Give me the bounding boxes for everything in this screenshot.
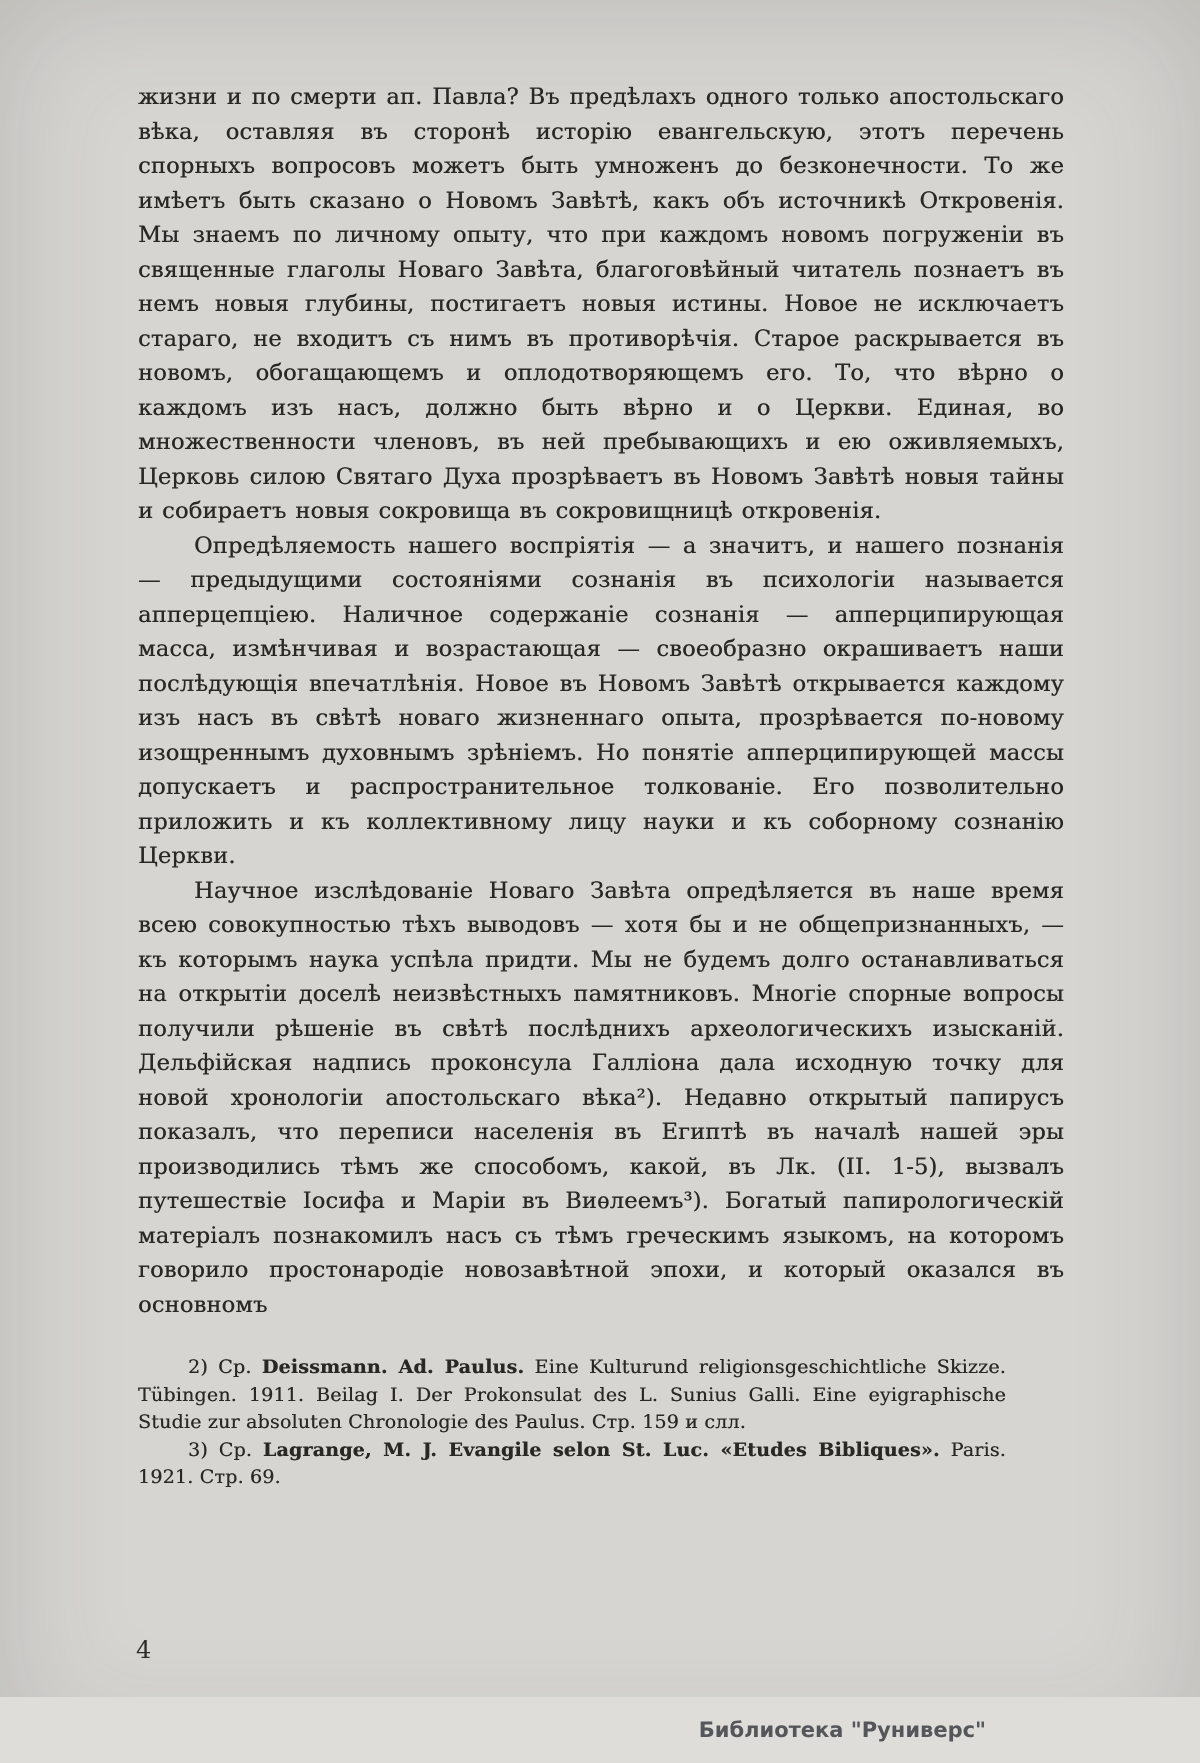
body-paragraph-1: жизни и по смерти ап. Павла? Въ предѣлахъ одного только апостольскаго вѣка, оставляя въ сторонѣ исторію евангельскую, этотъ перечень спорныхъ вопросовъ можетъ быть умноженъ до безконечности. То же имѣетъ быть сказано о Новомъ Завѣтѣ, какъ объ источникѣ Откровенія. Мы знаемъ по личному опыту, что при каждомъ новомъ погруженіи въ священные глаголы Новаго Завѣта, благоговѣйный читатель познаетъ въ немъ новыя глубины, постигаетъ новыя истины. Новое не исключаетъ стараго, не входитъ съ нимъ въ противорѣчія. Старое раскрывается въ новомъ, обогащающемъ и оплодотворяющемъ его. То, что вѣрно о каждомъ изъ насъ, должно быть вѣрно и о Церкви. Единая, во множественности членовъ, въ ней пребывающихъ и ею оживляемыхъ, Церковь силою Святаго Духа прозрѣваетъ въ Новомъ Завѣтѣ новыя тайны и собираетъ новыя сокровища въ сокровищницѣ откровенія. bbox=[138, 84, 1064, 524]
footnote-2 bbox=[138, 1354, 1006, 1437]
footnotes-section bbox=[138, 1354, 1064, 1492]
footnote-3-marker: 3) Ср. bbox=[188, 1438, 263, 1461]
footnote-2-reference: Deissmann. Ad. Paulus. bbox=[261, 1356, 525, 1378]
footnote-3-reference: Lagrange, M. J. Evangile selon St. Luc. «Etudes Bibliques». bbox=[262, 1438, 940, 1461]
page-number: 4 bbox=[136, 1636, 152, 1664]
watermark-band bbox=[0, 1697, 1200, 1763]
body-paragraph-3: Научное изслѣдованіе Новаго Завѣта опредѣляется въ наше время всею совокупностью тѣхъ выводовъ — хотя бы и не общепризнанныхъ, — къ которымъ наука успѣла придти. Мы не будемъ долго останавливаться на открытіи доселѣ неизвѣстныхъ памятниковъ. Многіе спорные вопросы получили рѣшеніе въ свѣтѣ послѣднихъ археологическихъ изысканій. Дельфійская надпись проконсула Галліона дала исходную точку для новой хронологіи апостольскаго вѣка²). Недавно открытый папирусъ показалъ, что переписи населенія въ Египтѣ въ началѣ нашей эры производились тѣмъ же способомъ, какой, въ Лк. (II. 1-5), вызвалъ путешествіе Іосифа и Маріи въ Виѳлеемъ³). Богатый папирологическій матеріалъ познакомилъ насъ съ тѣмъ греческимъ языкомъ, на которомъ говорило простонародіе новозавѣтной эпохи, и который оказался въ основномъ bbox=[138, 877, 1064, 1318]
footnote-2-text: Eine Kulturund religionsgeschichtliche Skizze. Tübingen. 1911. Beilag I. Der Prokonsulat des L. Sunius Galli. Eine eyigraphische Studie zur absoluten Chronologie des Paulus. Стр. 159 и слл. bbox=[138, 1356, 1006, 1433]
footnote-2-marker: 2) Ср. bbox=[188, 1356, 262, 1378]
footnote-3-text: Paris. 1921. Стр. 69. bbox=[138, 1438, 1006, 1488]
library-watermark: Библиотека "Руниверс" bbox=[698, 1718, 986, 1742]
text-column bbox=[138, 80, 1064, 1492]
footnote-3 bbox=[138, 1437, 1006, 1492]
body-paragraph-2: Опредѣляемость нашего воспріятія — а значитъ, и нашего познанія — предыдущими состояніями сознанія въ психологіи называется апперцепціею. Наличное содержаніе сознанія — апперципирующая масса, измѣнчивая и возрастающая — своеобразно окрашиваетъ наши послѣдующія впечатлѣнія. Новое въ Новомъ Завѣтѣ открывается каждому изъ насъ въ свѣтѣ новаго жизненнаго опыта, прозрѣвается по-новому изощреннымъ духовнымъ зрѣніемъ. Но понятіе апперципирующей массы допускаетъ и распространительное толкованіе. Его позволительно приложить и къ коллективному лицу науки и къ соборному сознанію Церкви. bbox=[138, 532, 1064, 869]
